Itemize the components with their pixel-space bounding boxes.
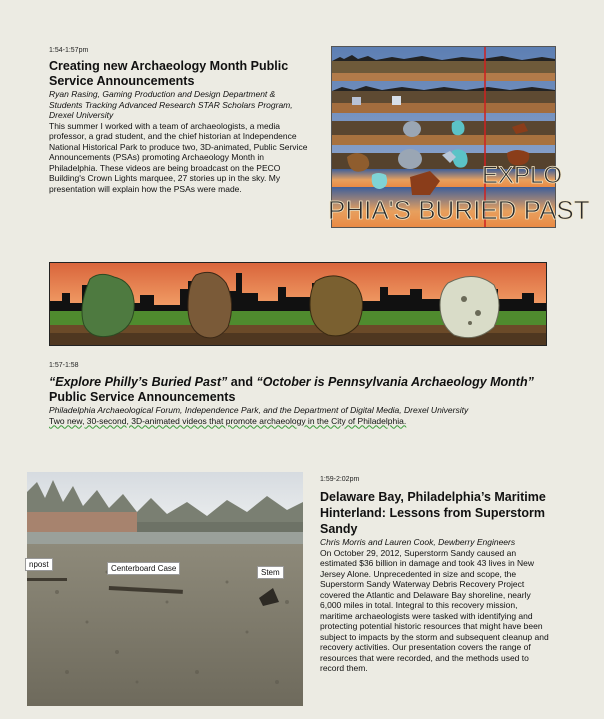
title-rest: Public Service Announcements	[49, 390, 236, 404]
session-explore-philly-psas	[49, 362, 569, 426]
session-abstract: This summer I worked with a team of archaeologists, a media professor, a grad student, and the chief historian at Independence National Historical Park to produce two, 3D-animated, Public Service Announcements (PSAs) promoting Archaeology Month in Philadelphia. These videos are being broadcast on the PECO Building's Crown Lights marquee, 27 stories up in the sky. My presentation will explain how the PSAs were made.	[49, 120, 308, 194]
session-abstract: Two new, 30-second, 3D-animated videos that promote archaeology in the City of Philadelphia.	[49, 415, 407, 426]
session-authors: Ryan Rasing, Gaming Production and Design Department & Students Tracking Advanced Research STAR Scholars Program, Drexel University	[49, 89, 293, 120]
session-creating-psas	[49, 47, 311, 194]
label-sternpost: npost	[25, 558, 53, 571]
frames-text-explore: EXPLO	[482, 162, 563, 189]
artifacts-banner-graphic	[50, 263, 546, 345]
session-authors: Chris Morris and Lauren Cook, Dewberry Engineers	[320, 537, 516, 547]
animation-frames-graphic	[328, 47, 590, 227]
delaware-bay-site-photo	[27, 472, 303, 706]
title-video-2: “October is Pennsylvania Archaeology Month”	[256, 375, 534, 389]
session-time: 1:59-2:02pm	[320, 476, 360, 483]
session-time: 1:57-1:58	[49, 362, 79, 369]
session-authors: Philadelphia Archaeological Forum, Independence Park, and the Department of Digital Media, Drexel University	[49, 405, 469, 415]
site-photo-graphic	[27, 472, 303, 706]
label-stem: Stem	[257, 566, 284, 579]
frames-text-buried-past: PHIA'S BURIED PAST	[328, 195, 590, 225]
session-title: Creating new Archaeology Month Public Service Announcements	[49, 59, 289, 88]
psa-artifacts-banner-image	[49, 262, 547, 346]
session-time: 1:54-1:57pm	[49, 47, 89, 54]
title-video-1: “Explore Philly’s Buried Past”	[49, 375, 228, 389]
session-title	[49, 375, 569, 405]
session-abstract: On October 29, 2012, Superstorm Sandy caused an estimated $36 billion in damage and took 43 lives in New Jersey Alone. Unprecedented in size and scope, the Superstorm Sandy Waterway Debris Recovery Project covered the Atlantic and Delaware Bay shoreline, nearly 6,000 miles in total. Integral to this recovery mission, maritime archaeologists were tasked with identifying and protecting potential historic resources that might have been subject to impacts by the storm and subsequent cleanup and recovery activities. Our presentation covers the range of resources that were recorded, and the methods used to record them.	[320, 547, 549, 673]
session-title: Delaware Bay, Philadelphia’s Maritime Hinterland: Lessons from Superstorm Sandy	[320, 490, 546, 536]
label-centerboard-case: Centerboard Case	[107, 562, 180, 575]
session-delaware-bay	[320, 476, 552, 674]
title-and: and	[227, 375, 257, 389]
psa-animation-frames-image	[328, 46, 590, 228]
